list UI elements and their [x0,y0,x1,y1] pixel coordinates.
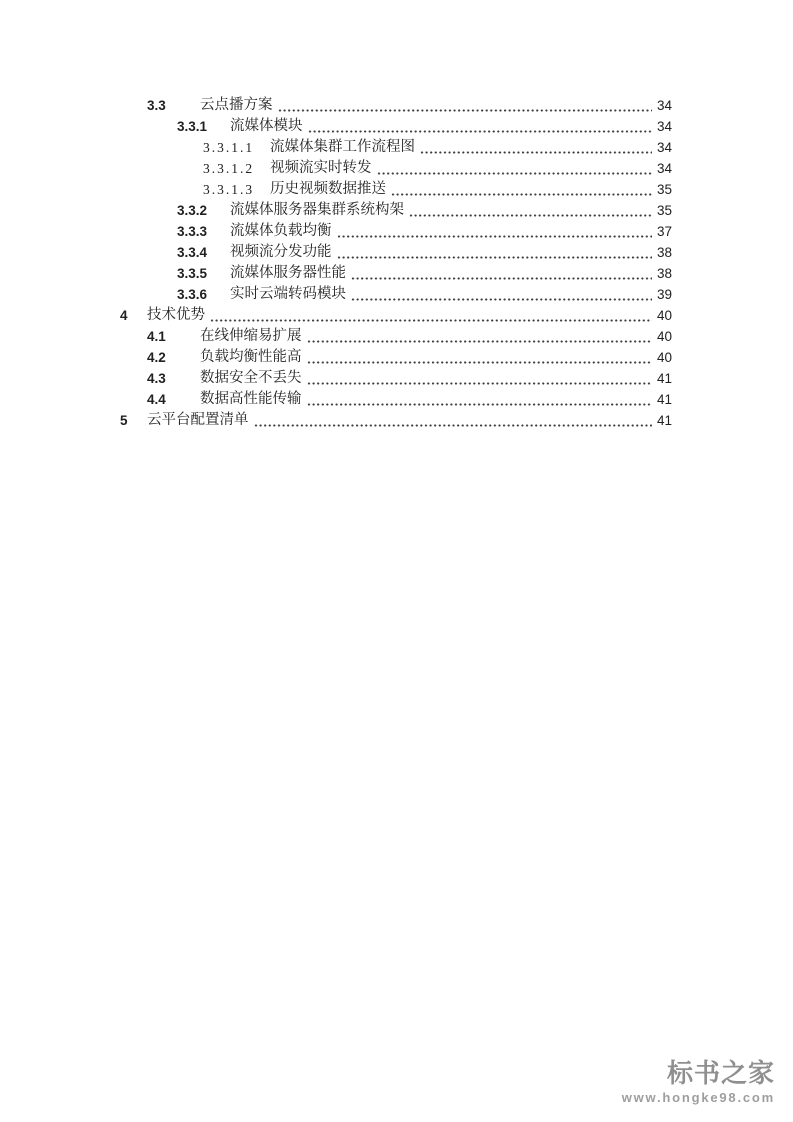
dot-leader [278,95,653,116]
toc-entry-number: 3.3 [147,98,166,113]
dot-leader [307,347,653,368]
watermark-url: www.hongke98.com [621,1090,775,1105]
toc-entry-label: 流媒体模块 [230,118,303,134]
toc-entry-page: 34 [656,161,672,176]
toc-entry-page: 40 [656,329,672,344]
toc-entry-page: 38 [656,266,672,281]
toc-entry-number: 3.3.2 [177,203,208,218]
toc-entry-page: 34 [656,98,672,113]
toc-entry-number: 3.3.4 [177,245,208,260]
toc-entry-label: 数据安全不丢失 [200,370,302,386]
watermark-logo-text: 标书之家 [666,1058,775,1088]
dot-leader [377,158,653,179]
toc-entry-label: 云平台配置清单 [147,412,249,428]
toc-entry[interactable] [0,410,793,431]
toc-entry-page: 39 [656,287,672,302]
dot-leader [337,221,653,242]
dot-leader [337,242,653,263]
dot-leader [409,200,652,221]
toc-entry-label: 流媒体负载均衡 [230,223,332,239]
toc-entry-number: 4.1 [147,329,166,344]
toc-entry-page: 38 [656,245,672,260]
toc-entry-number: 3.3.1.1 [203,140,255,155]
toc-entry[interactable] [0,95,793,116]
toc-entry-page: 41 [656,371,672,386]
toc-entry-page: 35 [656,182,672,197]
toc-entry-page: 34 [656,119,672,134]
toc-entry-number: 3.3.5 [177,266,208,281]
toc-entry-number: 3.3.6 [177,287,208,302]
dot-leader [351,284,652,305]
toc-entry-number: 5 [120,413,128,428]
toc-entry-number: 4.2 [147,350,166,365]
watermark [622,1060,775,1104]
toc-entry[interactable] [0,326,793,347]
toc-entry-label: 流媒体集群工作流程图 [270,139,415,155]
toc-entry[interactable] [0,347,793,368]
toc-entry-page: 41 [656,392,672,407]
dot-leader [307,368,653,389]
toc-entry[interactable] [0,116,793,137]
toc-entry[interactable] [0,389,793,410]
toc-entry[interactable] [0,305,793,326]
toc-entry[interactable] [0,221,793,242]
toc-entry-page: 40 [656,350,672,365]
toc-entry-number: 3.3.1.3 [203,182,255,197]
toc-entry-number: 3.3.1.2 [203,161,255,176]
toc-entry-number: 4.4 [147,392,166,407]
toc-entry-number: 3.3.1 [177,119,208,134]
toc-entry-number: 3.3.3 [177,224,208,239]
dot-leader [210,305,652,326]
toc-entry-number: 4 [120,308,128,323]
toc-entry[interactable] [0,200,793,221]
toc-entry-label: 数据高性能传输 [200,391,302,407]
toc-entry-label: 负载均衡性能高 [200,349,302,365]
toc-entry[interactable] [0,368,793,389]
toc-entry-label: 在线伸缩易扩展 [200,328,302,344]
toc-entry[interactable] [0,179,793,200]
dot-leader [307,389,653,410]
toc-entry[interactable] [0,242,793,263]
toc-entry[interactable] [0,284,793,305]
dot-leader [308,116,653,137]
toc-entry-number: 4.3 [147,371,166,386]
toc-entry-label: 流媒体服务器性能 [230,265,346,281]
toc-entry-page: 37 [656,224,672,239]
toc-entry[interactable] [0,137,793,158]
dot-leader [254,410,653,431]
dot-leader [391,179,652,200]
table-of-contents [0,95,793,431]
toc-entry[interactable] [0,263,793,284]
toc-entry-label: 视频流分发功能 [230,244,332,260]
toc-entry-page: 41 [656,413,672,428]
dot-leader [420,137,652,158]
toc-entry-label: 视频流实时转发 [270,160,372,176]
toc-entry-label: 技术优势 [147,307,205,323]
dot-leader [351,263,652,284]
toc-entry-label: 流媒体服务器集群系统构架 [230,202,404,218]
toc-entry-page: 35 [656,203,672,218]
dot-leader [307,326,653,347]
toc-entry-label: 历史视频数据推送 [270,181,386,197]
toc-entry[interactable] [0,158,793,179]
toc-entry-label: 实时云端转码模块 [230,286,346,302]
toc-entry-page: 40 [656,308,672,323]
toc-entry-label: 云点播方案 [200,97,273,113]
toc-entry-page: 34 [656,140,672,155]
